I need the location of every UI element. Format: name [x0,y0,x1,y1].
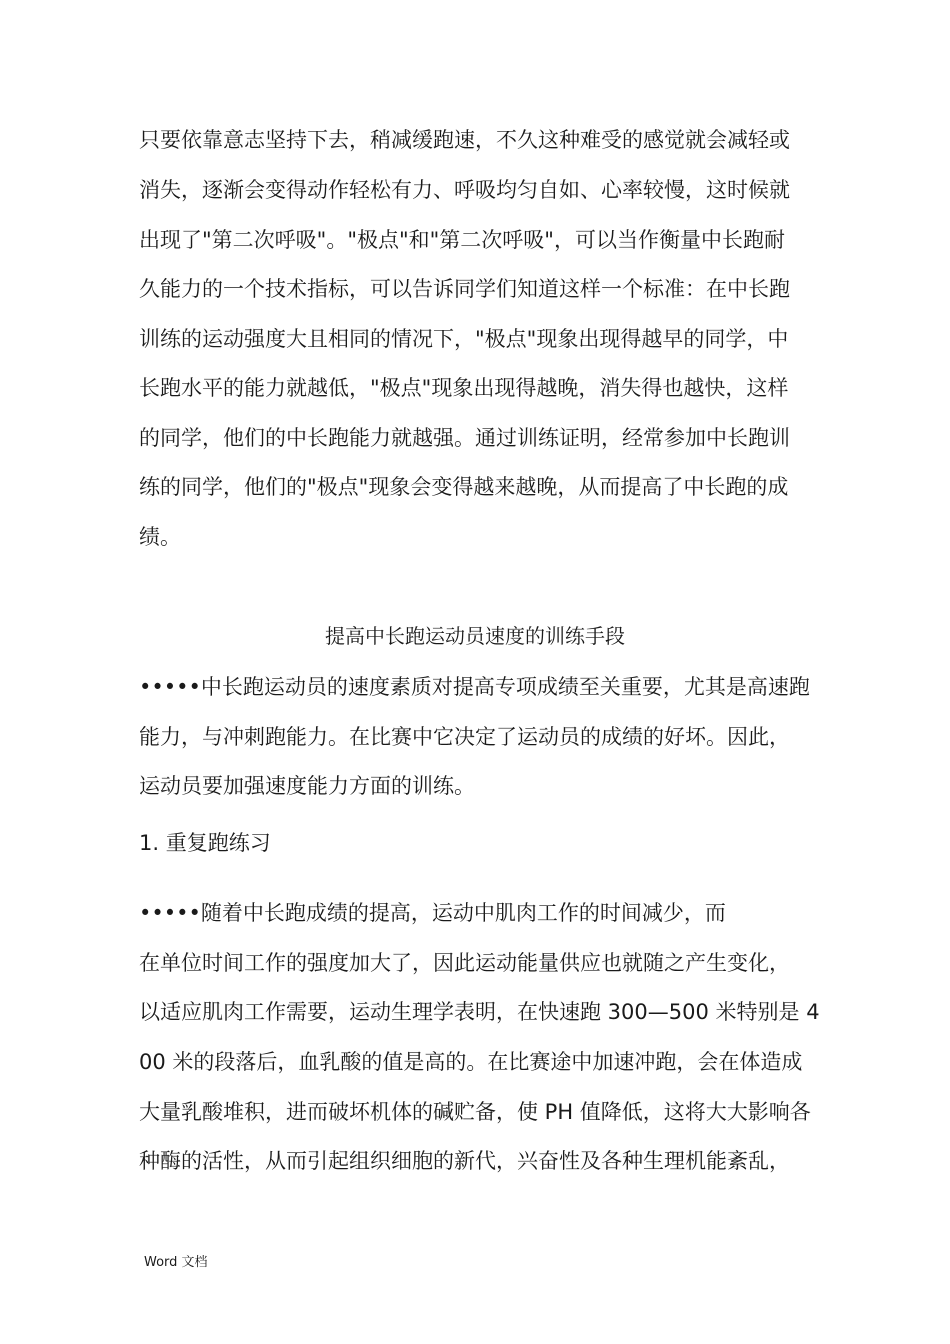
text-line: 以适应肌肉工作需要，运动生理学表明，在快速跑 300—500 米特别是 4 [139,1000,820,1024]
text-line: 在单位时间工作的强度加大了，因此运动能量供应也就随之产生变化， [139,951,790,975]
text-line: 只要依靠意志坚持下去，稍减缓跑速，不久这种难受的感觉就会减轻或 [139,128,790,152]
text-line: •••••随着中长跑成绩的提高，运动中肌肉工作的时间减少，而 [139,901,726,925]
text-line: 绩。 [139,525,181,549]
page-footer: Word 文档 [144,1255,208,1270]
list-item-1: 1. 重复跑练习 [139,831,271,855]
text-line: 消失，逐渐会变得动作轻松有力、呼吸均匀自如、心率较慢，这时候就 [139,178,790,202]
text-line: 能力，与冲刺跑能力。在比赛中它决定了运动员的成绩的好坏。因此， [139,725,790,749]
text-line: 大量乳酸堆积，进而破坏机体的碱贮备，使 PH 值降低，这将大大影响各 [139,1100,811,1124]
text-line: 种酶的活性，从而引起组织细胞的新代，兴奋性及各种生理机能紊乱， [139,1149,790,1173]
text-line: 久能力的一个技术指标，可以告诉同学们知道这样一个标准：在中长跑 [139,277,790,301]
text-line: 出现了"第二次呼吸"。"极点"和"第二次呼吸"，可以当作衡量中长跑耐 [139,228,785,252]
text-line: 训练的运动强度大且相同的情况下，"极点"现象出现得越早的同学，中 [139,327,789,351]
text-line: 00 米的段落后，血乳酸的值是高的。在比赛途中加速冲跑，会在体造成 [139,1050,803,1074]
text-line: 长跑水平的能力就越低，"极点"现象出现得越晚，消失得也越快，这样 [139,376,789,400]
text-line: 的同学，他们的中长跑能力就越强。通过训练证明，经常参加中长跑训 [139,426,790,450]
text-line: •••••中长跑运动员的速度素质对提高专项成绩至关重要，尤其是高速跑 [139,675,810,699]
text-line: 练的同学，他们的"极点"现象会变得越来越晚，从而提高了中长跑的成 [139,475,789,499]
section-title: 提高中长跑运动员速度的训练手段 [325,624,625,648]
text-line: 运动员要加强速度能力方面的训练。 [139,774,475,798]
